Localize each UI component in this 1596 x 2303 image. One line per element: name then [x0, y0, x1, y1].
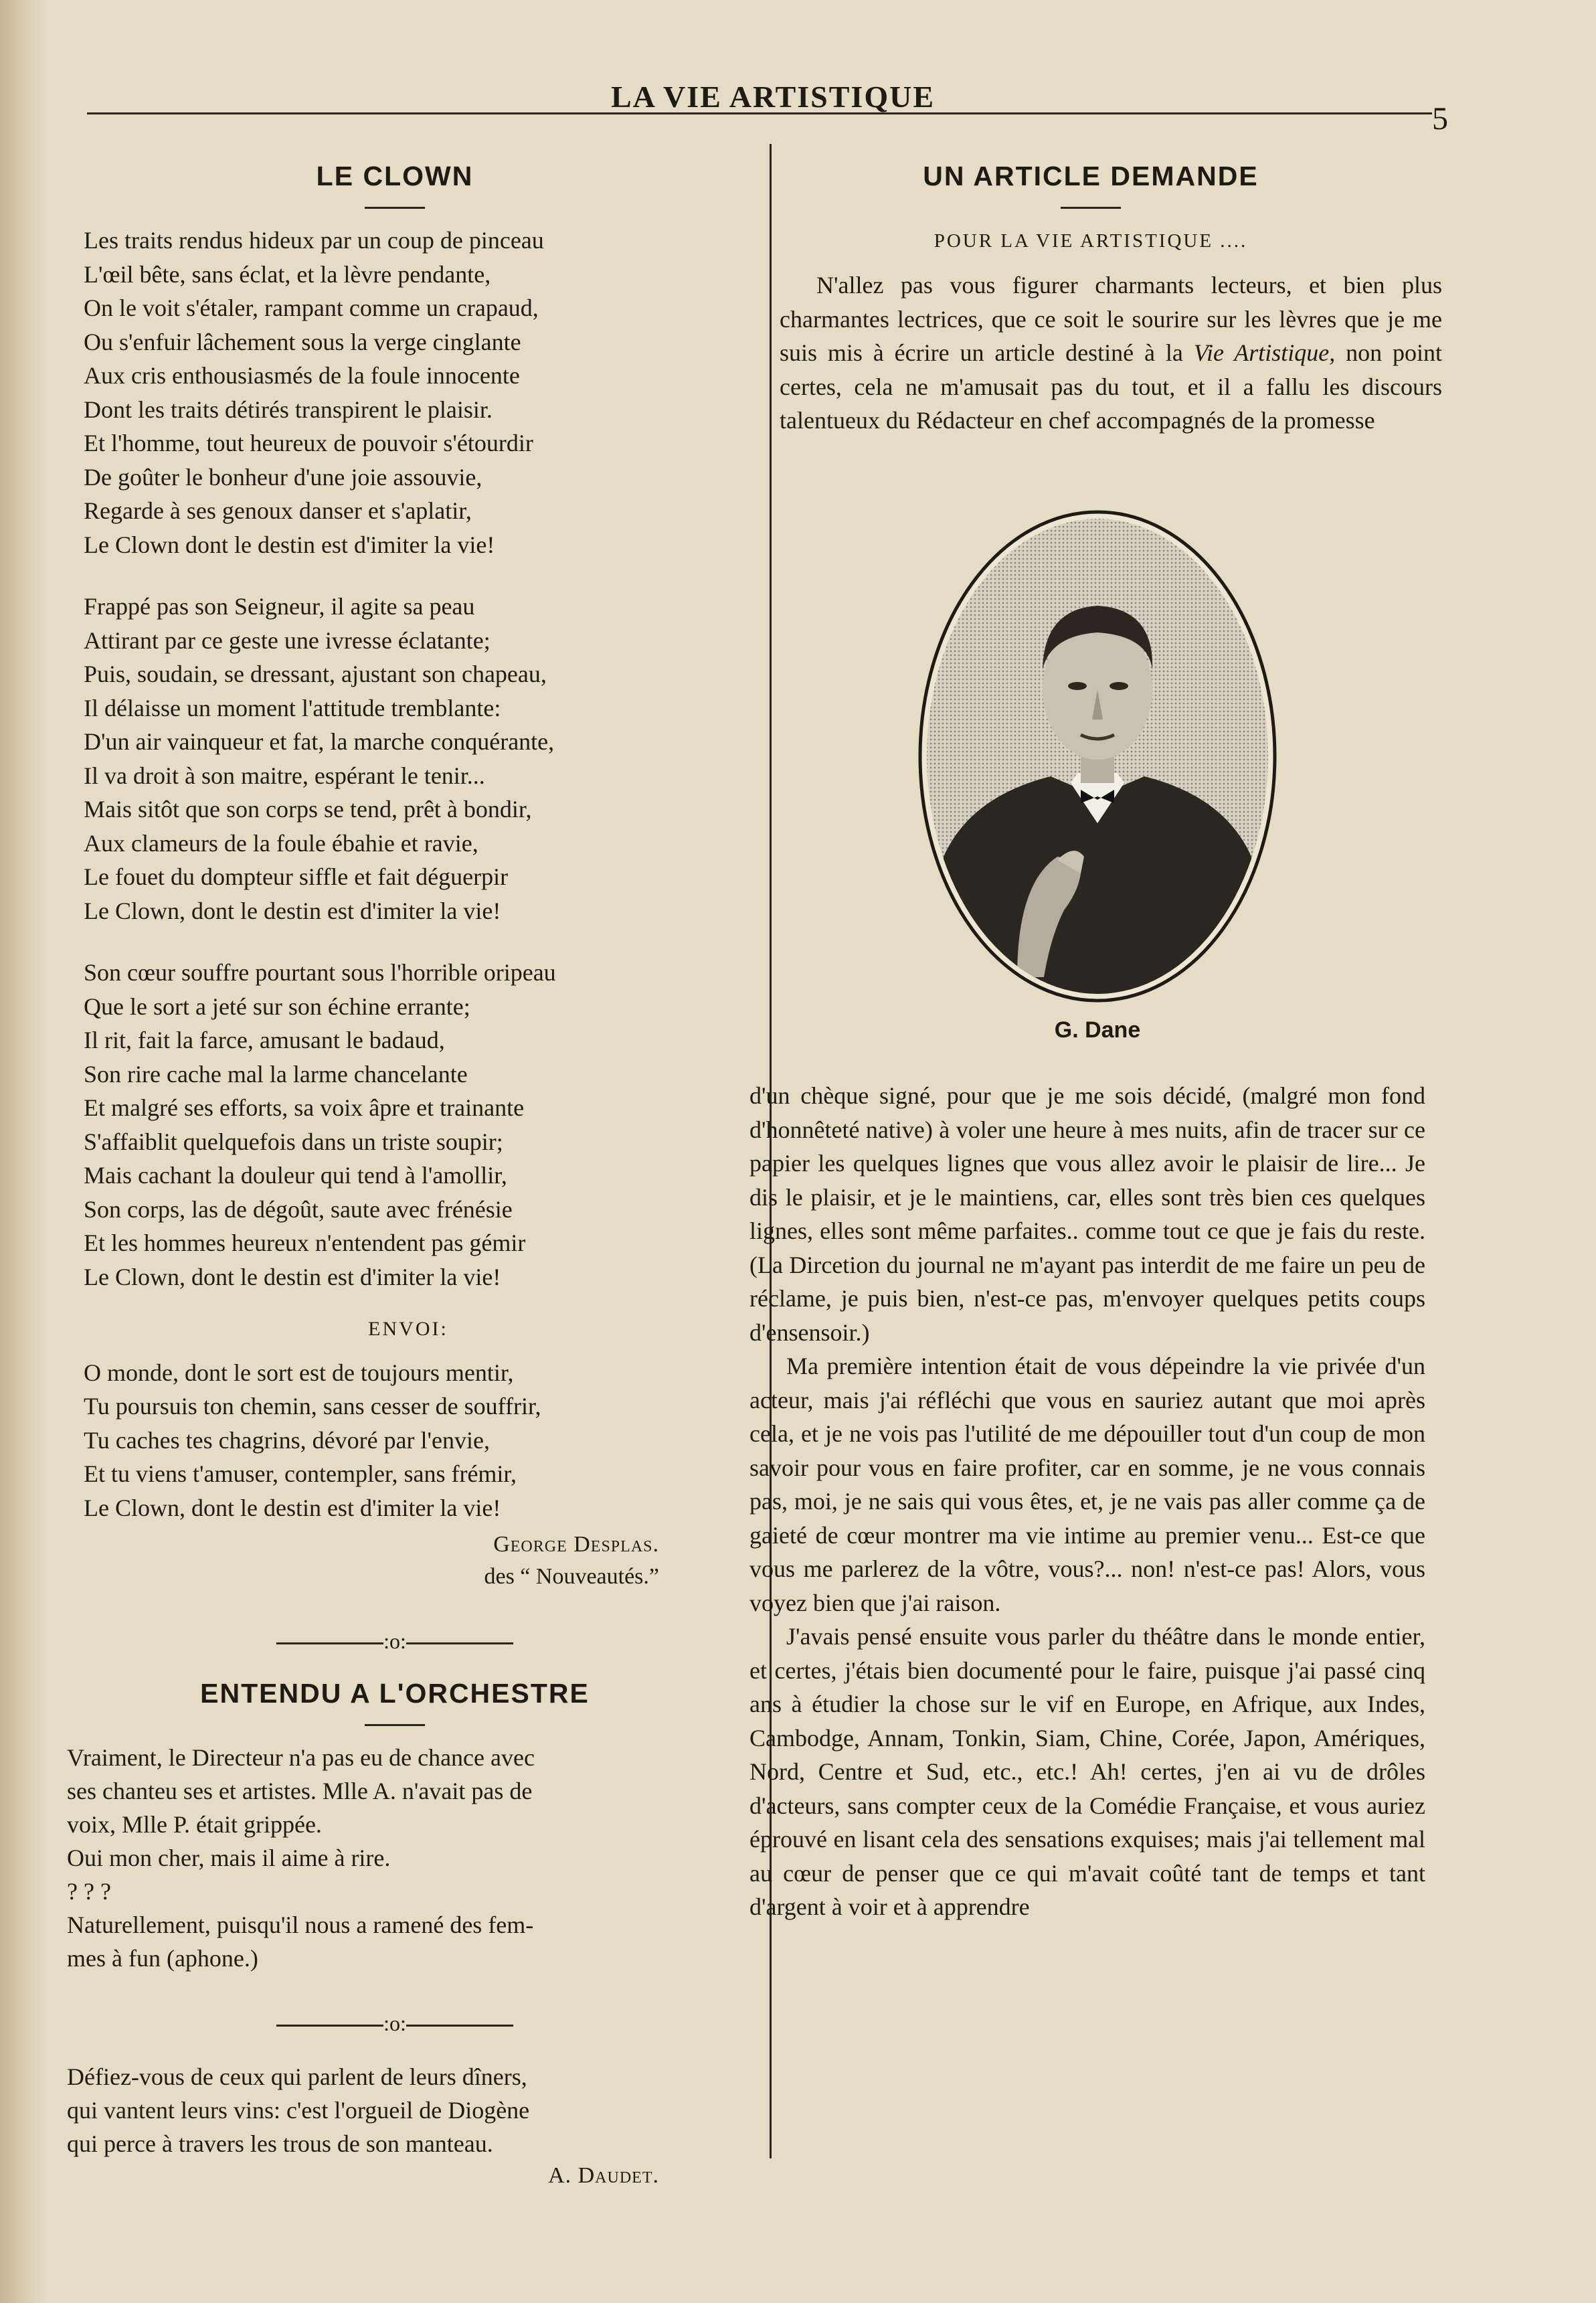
poem-line: Il va droit à son maitre, espérant le tenir... — [84, 762, 485, 789]
daudet-quote — [57, 2060, 733, 2160]
quote-author: A. Daudet. — [548, 2163, 659, 2188]
page-spine-shadow — [0, 0, 47, 2303]
poem-line: Le Clown, dont le destin est d'imiter la vie! — [84, 1263, 501, 1290]
poem-line: Il délaisse un moment l'attitude tremblante: — [84, 694, 501, 721]
poem-line: Son corps, las de dégoût, saute avec frénésie — [84, 1195, 513, 1223]
poem-line: Son rire cache mal la larme chancelante — [84, 1060, 468, 1088]
poem-line: Mais cachant la douleur qui tend à l'amollir, — [84, 1162, 507, 1189]
poem-stanza-3 — [84, 956, 733, 1294]
right-column — [736, 161, 1445, 438]
journal-name: Vie Artistique, — [1193, 339, 1336, 366]
section-separator — [57, 1629, 733, 1654]
poem-line: S'affaiblit quelquefois dans un triste soupir; — [84, 1128, 503, 1155]
left-column — [57, 161, 733, 2189]
clown-poem — [57, 224, 733, 1525]
poem-line: O monde, dont le sort est de toujours mentir, — [84, 1359, 514, 1386]
clown-title: LE CLOWN — [316, 161, 474, 191]
portrait-photo — [917, 509, 1278, 1004]
poem-line: Aux cris enthousiasmés de la foule innocente — [84, 362, 520, 389]
poem-line: Il rit, fait la farce, amusant le badaud, — [84, 1027, 445, 1053]
text-line: voix, Mlle P. était grippée. — [67, 1811, 322, 1838]
article-paragraph: d'un chèque signé, pour que je me sois décidé, (malgré mon fond d'honnêteté native) à voler une heure à mes nuits, afin de tracer sur ce papier les quelques lignes que vous allez avoir le plaisir de lire... Je dis le plaisir, et je le maintiens, car, elles sont très bien ces quelques lignes, elles sont même parfaites.. comme tout ce que je fais du reste. (La Dircetion du journal ne m'ayant pas interdit de me faire un peu de réclame, je puis bien, n'est-ce pas, m'envoyer quelques petits coups d'ensensoir.) — [749, 1082, 1425, 1346]
poem-line: Son cœur souffre pourtant sous l'horrible oripeau — [84, 959, 556, 986]
poem-line: Attirant par ce geste une ivresse éclatante; — [84, 626, 491, 654]
poem-line: Et tu viens t'amuser, contempler, sans frémir, — [84, 1460, 517, 1487]
title-dash — [365, 1724, 425, 1726]
text-line: qui vantent leurs vins: c'est l'orgueil de Diogène — [67, 2097, 530, 2124]
separator-mark: :o: — [383, 2011, 406, 2035]
text-line: Naturellement, puisqu'il nous a ramené des fem- — [67, 1911, 534, 1938]
article-title: UN ARTICLE DEMANDE — [923, 161, 1259, 191]
poem-author-note: des “ Nouveautés.” — [484, 1564, 659, 1589]
poem-line: Le fouet du dompteur siffle et fait déguerpir — [84, 863, 509, 890]
text-line: qui perce à travers les trous de son manteau. — [67, 2130, 493, 2157]
poem-line: D'un air vainqueur et fat, la marche conquérante, — [84, 728, 555, 755]
portrait-caption: G. Dane — [1054, 1017, 1141, 1043]
article-paragraph: N'allez pas vous figurer charmants lecteurs, et bien plus charmantes lectrices, que ce soit le sourire sur les lèvres que je me suis mis à écrire un article destiné à la Vie Artistique, non point certes, cela ne m'amusait pas du tout, et il a fallu les discours talentueux du Rédacteur en chef accompagnés de la promesse — [780, 272, 1442, 434]
page-number: 5 — [1432, 101, 1448, 137]
poem-line: Aux clameurs de la foule ébahie et ravie, — [84, 829, 478, 857]
header-rule — [87, 112, 1432, 114]
poem-author: George Desplas. — [493, 1532, 659, 1557]
poem-line: De goûter le bonheur d'une joie assouvie, — [84, 463, 482, 491]
poem-line: Le Clown, dont le destin est d'imiter la vie! — [84, 897, 501, 924]
poem-line: L'œil bête, sans éclat, et la lèvre pendante, — [84, 260, 491, 288]
poem-line: Le Clown dont le destin est d'imiter la vie! — [84, 531, 495, 558]
poem-line: Ou s'enfuir lâchement sous la verge cinglante — [84, 328, 521, 355]
envoi-title: ENVOI: — [368, 1318, 448, 1340]
text-line: mes à fun (aphone.) — [67, 1945, 258, 1972]
poem-line: Le Clown, dont le destin est d'imiter la vie! — [84, 1494, 501, 1521]
article-paragraph: Ma première intention était de vous dépeindre la vie privée d'un acteur, mais j'ai réfléchi que vous en sauriez autant que moi après cela, et je ne vois pas l'utilité de me dépouiller tout d'un coup de mon savoir pour vous en faire profiter, car en somme, je ne vous connais pas, moi, je ne sais qui vous êtes, et, je ne vais pas aller comme ça de gaieté de cœur montrer ma vie intime au premier venu... Est-ce que vous me parlerez de la vôtre, vous?... non! n'est-ce pas! Alors, vous voyez bien que j'ai raison. — [749, 1353, 1425, 1616]
text-line: ses chanteu ses et artistes. Mlle A. n'avait pas de — [67, 1778, 533, 1804]
poem-line: Puis, soudain, se dressant, ajustant son chapeau, — [84, 661, 547, 687]
article-subtitle: POUR LA VIE ARTISTIQUE .... — [934, 230, 1248, 252]
poem-signature — [57, 1529, 733, 1593]
text-line: Oui mon cher, mais il aime à rire. — [67, 1845, 391, 1871]
article-paragraph: J'avais pensé ensuite vous parler du théâtre dans le monde entier, et certes, j'étais bien documenté pour le faire, puisque j'ai passé cinq ans à étudier la chose sur le vif en Europe, en Afrique, aux Indes, Cambodge, Annam, Tonkin, Siam, Chine, Corée, Japon, Amériques, Nord, Centre et Sud, etc., etc.! Ah! certes, j'en ai vu de drôles d'acteurs, sans compter ceux de la Comédie Française, et vous auriez éprouvé en lisant cela des sensations exquises; mais j'ai tellement mal au cœur de penser que ce qui m'avait coûté tant de temps et tant d'argent à voir et à apprendre — [749, 1623, 1425, 1920]
poem-line: Les traits rendus hideux par un coup de pinceau — [84, 227, 544, 254]
poem-line: Frappé pas son Seigneur, il agite sa peau — [84, 593, 475, 620]
title-dash — [365, 207, 425, 209]
section-separator — [57, 2011, 733, 2036]
poem-stanza-2 — [84, 590, 733, 928]
orchestre-title: ENTENDU A L'ORCHESTRE — [200, 1678, 590, 1709]
article-intro — [780, 268, 1442, 438]
poem-line: Et malgré ses efforts, sa voix âpre et trainante — [84, 1094, 525, 1121]
poem-line: Et l'homme, tout heureux de pouvoir s'étourdir — [84, 430, 533, 456]
text-line: Défiez-vous de ceux qui parlent de leurs dîners, — [67, 2063, 527, 2090]
poem-line: Dont les traits détirés transpirent le plaisir. — [84, 396, 493, 423]
orchestre-text — [57, 1741, 733, 1975]
poem-line: Et les hommes heureux n'entendent pas gémir — [84, 1229, 526, 1256]
poem-line: Regarde à ses genoux danser et s'aplatir, — [84, 497, 472, 524]
article-body — [749, 1079, 1425, 1924]
poem-line: Tu caches tes chagrins, dévoré par l'envie, — [84, 1426, 490, 1454]
poem-stanza-1 — [84, 224, 733, 562]
poem-line: Mais sitôt que son corps se tend, prêt à bondir, — [84, 796, 532, 823]
poem-line: Que le sort a jeté sur son échine errante; — [84, 993, 470, 1020]
text-line: ? ? ? — [67, 1878, 111, 1905]
envoi-stanza — [84, 1356, 733, 1525]
masthead: LA VIE ARTISTIQUE — [610, 80, 936, 114]
text-line: Vraiment, le Directeur n'a pas eu de chance avec — [67, 1744, 535, 1771]
title-dash — [1061, 207, 1121, 209]
poem-line: On le voit s'étaler, rampant comme un crapaud, — [84, 294, 539, 321]
poem-line: Tu poursuis ton chemin, sans cesser de souffrir, — [84, 1393, 541, 1420]
separator-mark: :o: — [383, 1629, 406, 1653]
